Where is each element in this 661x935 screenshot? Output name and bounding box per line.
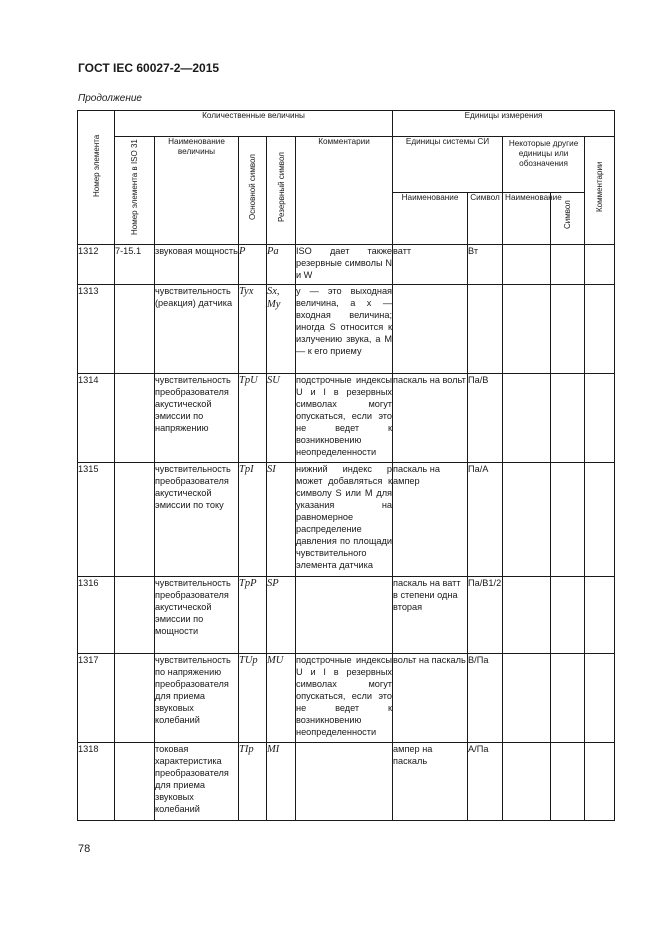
main-symbol: TUp (239, 654, 267, 743)
comment: нижний индекс p может добавляться к символу S или M для указания на равномерное распределение давления по площади чувствительного элемента датчика (296, 463, 393, 577)
si-unit-symbol: В/Па (468, 654, 503, 743)
table-row (78, 577, 615, 654)
quantity-name: токовая характеристика преобразователя для приема звуковых колебаний (155, 743, 239, 821)
unit-comment (585, 577, 615, 654)
header-other-units: Некоторые другие единицы или обозначения (503, 137, 585, 193)
reserve-symbol: Pa (267, 245, 296, 285)
header-si-units: Единицы системы СИ (393, 137, 503, 193)
main-symbol: TpP (239, 577, 267, 654)
other-unit-name (503, 245, 551, 285)
header-other-symbol: Символ (551, 193, 585, 245)
other-unit-symbol (551, 245, 585, 285)
quantity-name: чувствительность преобразователя акустической эмиссии по напряжению (155, 374, 239, 463)
unit-comment (585, 285, 615, 374)
item-number: 1317 (78, 654, 115, 743)
unit-comment (585, 743, 615, 821)
table-row (78, 245, 615, 285)
si-unit-name: ампер на паскаль (393, 743, 468, 821)
item-number: 1314 (78, 374, 115, 463)
reserve-symbol: MI (267, 743, 296, 821)
reserve-symbol: SP (267, 577, 296, 654)
comment (296, 743, 393, 821)
iso-number (115, 654, 155, 743)
item-number: 1315 (78, 463, 115, 577)
table-row (78, 374, 615, 463)
iso-number (115, 374, 155, 463)
page-number: 78 (78, 843, 91, 855)
other-unit-symbol (551, 285, 585, 374)
si-unit-name: паскаль на ампер (393, 463, 468, 577)
unit-comment (585, 463, 615, 577)
iso-number (115, 577, 155, 654)
iso-number (115, 743, 155, 821)
header-comments: Комментарии (296, 137, 393, 245)
main-symbol: Tyx (239, 285, 267, 374)
comment: ISO дает также резервные символы N и W (296, 245, 393, 285)
quantity-name: чувствительность преобразователя акустической эмиссии по току (155, 463, 239, 577)
item-number: 1313 (78, 285, 115, 374)
header-quantities-group: Количественные величины (115, 111, 393, 137)
other-unit-name (503, 463, 551, 577)
header-name: Наименование величины (155, 137, 239, 245)
si-unit-symbol: Па/В1/2 (468, 577, 503, 654)
unit-comment (585, 654, 615, 743)
table-row (78, 285, 615, 374)
header-item-no: Номер элемента (78, 111, 115, 245)
other-unit-name (503, 374, 551, 463)
reserve-symbol: MU (267, 654, 296, 743)
main-symbol: TpI (239, 463, 267, 577)
main-symbol: TpU (239, 374, 267, 463)
quantity-name: чувствительность по напряжению преобразователя для приема звуковых колебаний (155, 654, 239, 743)
table-row (78, 654, 615, 743)
comment: y — это выходная величина, а x — входная величина; иногда S относится к излучению звука, а M — к его приему (296, 285, 393, 374)
other-unit-name (503, 743, 551, 821)
header-units-group: Единицы измерения (393, 111, 615, 137)
other-unit-name (503, 285, 551, 374)
quantity-name: чувствительность (реакция) датчика (155, 285, 239, 374)
si-unit-name: паскаль на вольт (393, 374, 468, 463)
si-unit-name: вольт на паскаль (393, 654, 468, 743)
iso-number (115, 463, 155, 577)
si-unit-symbol (468, 285, 503, 374)
other-unit-symbol (551, 743, 585, 821)
quantity-name: чувствительность преобразователя акустической эмиссии по мощности (155, 577, 239, 654)
other-unit-symbol (551, 374, 585, 463)
header-other-name: Наименование (503, 193, 551, 245)
si-unit-symbol: Па/А (468, 463, 503, 577)
comment: подстрочные индексы U и I в резервных символах могут опускаться, если это не ведет к возникновению неопределенности (296, 374, 393, 463)
header-si-symbol: Символ (468, 193, 503, 245)
other-unit-name (503, 577, 551, 654)
table-row (78, 463, 615, 577)
iso-number (115, 285, 155, 374)
reserve-symbol: Sx, My (267, 285, 296, 374)
si-unit-name: ватт (393, 245, 468, 285)
quantity-name: звуковая мощность (155, 245, 239, 285)
header-iso-item-no: Номер элемента в ISO 31 (115, 137, 155, 245)
header-reserve-symbol: Резервный символ (267, 137, 296, 245)
main-symbol: P (239, 245, 267, 285)
continuation-label: Продолжение (78, 93, 142, 104)
unit-comment (585, 374, 615, 463)
other-unit-symbol (551, 577, 585, 654)
quantities-table (77, 110, 615, 821)
main-symbol: TIp (239, 743, 267, 821)
document-title: ГОСТ IEC 60027-2—2015 (78, 61, 220, 75)
si-unit-symbol: Вт (468, 245, 503, 285)
si-unit-name: паскаль на ватт в степени одна вторая (393, 577, 468, 654)
other-unit-symbol (551, 654, 585, 743)
item-number: 1312 (78, 245, 115, 285)
si-unit-symbol: А/Па (468, 743, 503, 821)
table-row (78, 743, 615, 821)
header-main-symbol: Основной символ (239, 137, 267, 245)
comment (296, 577, 393, 654)
header-comments-units: Комментарии (585, 137, 615, 245)
item-number: 1316 (78, 577, 115, 654)
comment: подстрочные индексы U и I в резервных символах могут опускаться, если это не ведет к возникновению неопределенности (296, 654, 393, 743)
si-unit-name (393, 285, 468, 374)
reserve-symbol: SI (267, 463, 296, 577)
unit-comment (585, 245, 615, 285)
si-unit-symbol: Па/В (468, 374, 503, 463)
other-unit-symbol (551, 463, 585, 577)
iso-number: 7-15.1 (115, 245, 155, 285)
header-si-name: Наименование (393, 193, 468, 245)
other-unit-name (503, 654, 551, 743)
item-number: 1318 (78, 743, 115, 821)
reserve-symbol: SU (267, 374, 296, 463)
